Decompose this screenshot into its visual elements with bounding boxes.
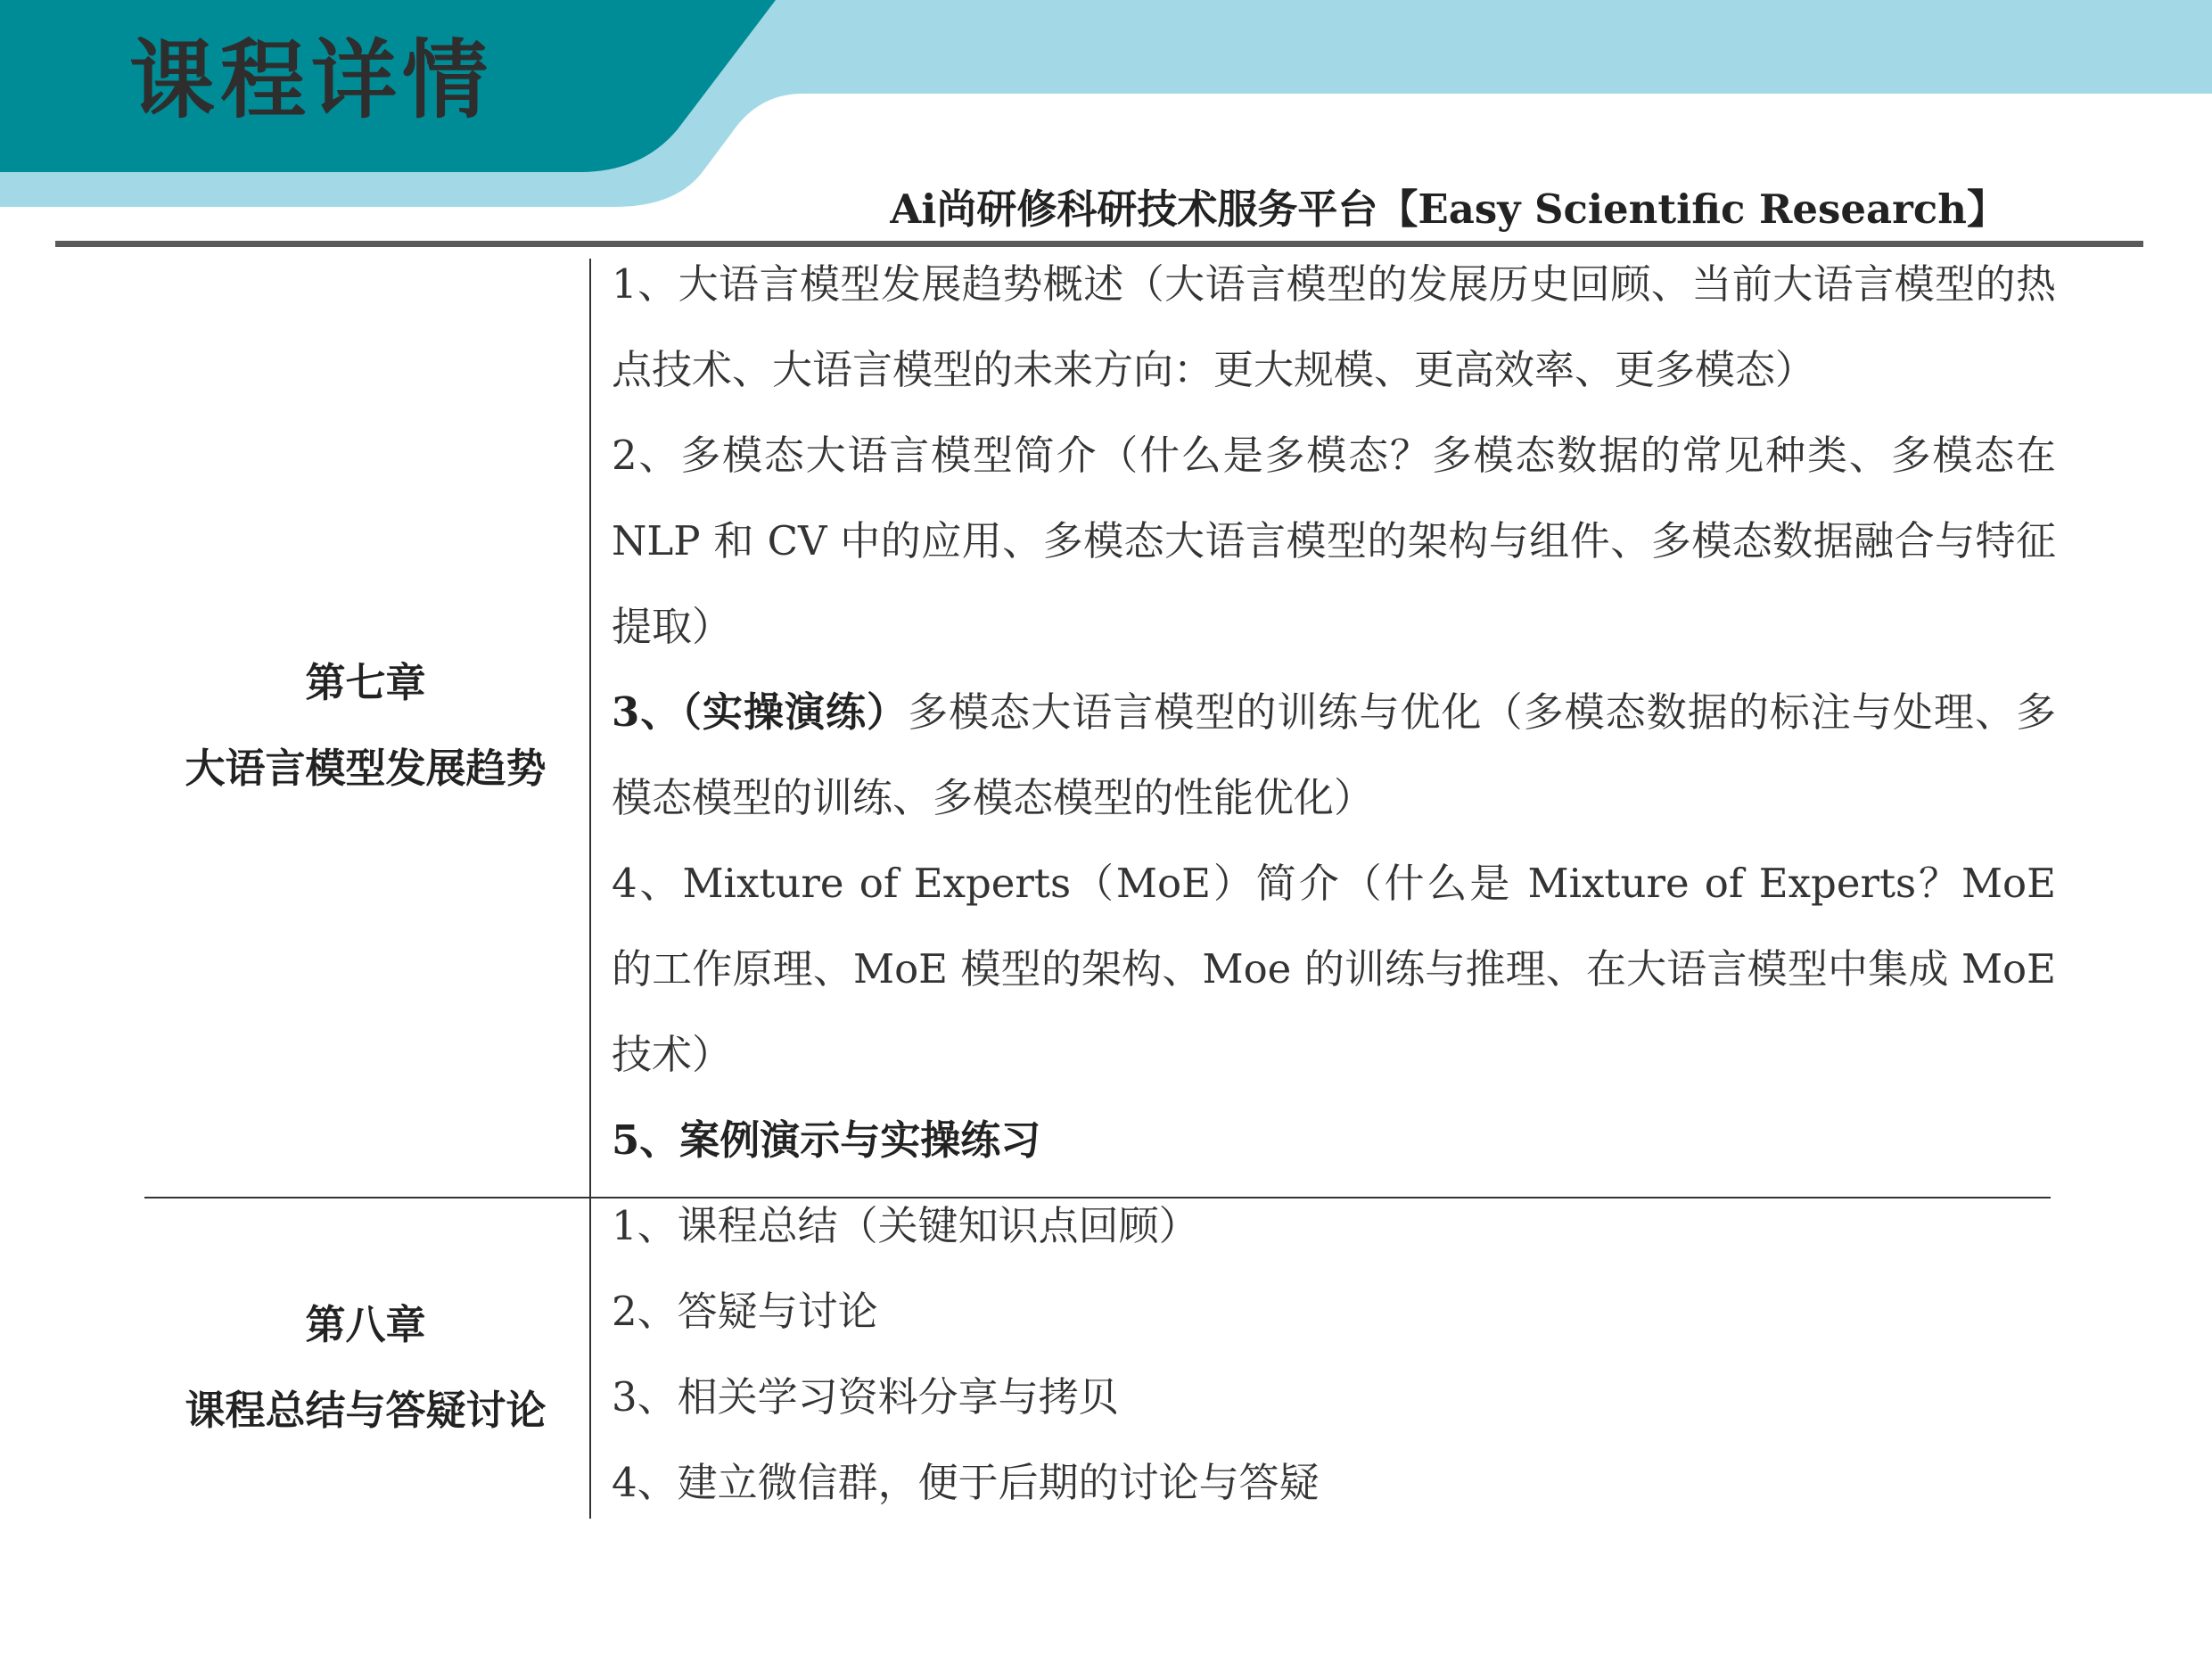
column-divider xyxy=(589,259,591,1199)
page-title: 课程详情 xyxy=(129,30,493,130)
list-item xyxy=(612,670,2056,841)
chapter-name: 大语言模型发展趋势 xyxy=(185,745,547,792)
list-item: 3、相关学习资料分享与拷贝 xyxy=(612,1373,1119,1421)
chapter-content xyxy=(612,242,2056,1183)
list-item: 2、多模态大语言模型简介（什么是多模态？多模态数据的常见种类、多模态在 NLP 和 CV 中的应用、多模态大语言模型的架构与组件、多模态数据融合与特征提取） xyxy=(612,432,2056,650)
chapter-content xyxy=(612,1183,2056,1526)
list-item: 4、Mixture of Experts（MoE）简介（什么是 Mixture of Experts？MoE 的工作原理、MoE 模型的架构、Moe 的训练与推理、在大语言模型中集成 MoE 技术） xyxy=(612,860,2056,1078)
list-item: 1、大语言模型发展趋势概述（大语言模型的发展历史回顾、当前大语言模型的热点技术、大语言模型的未来方向：更大规模、更高效率、更多模态） xyxy=(612,260,2056,393)
list-item: 5、案例演示与实操练习 xyxy=(612,1116,1041,1164)
list-item: 4、建立微信群，便于后期的讨论与答疑 xyxy=(612,1459,1320,1506)
item-text: 多模态大语言模型的训练与优化（多模态数据的标注与处理、多模态模型的训练、多模态模型的性能优化） xyxy=(612,688,2056,821)
column-divider xyxy=(589,1199,591,1519)
list-item: 2、答疑与讨论 xyxy=(612,1288,878,1335)
chapter-name: 课程总结与答疑讨论 xyxy=(185,1387,547,1434)
chapter-number: 第七章 xyxy=(305,659,426,706)
chapter-label xyxy=(143,640,588,811)
item-prefix: 3、（实操演练） xyxy=(612,688,909,736)
platform-name: Ai尚研修科研技术服务平台【Easy Scientific Research】 xyxy=(890,185,2007,233)
chapter-number: 第八章 xyxy=(305,1301,426,1348)
list-item: 1、课程总结（关键知识点回顾） xyxy=(612,1202,1199,1249)
chapter-label xyxy=(143,1282,588,1454)
